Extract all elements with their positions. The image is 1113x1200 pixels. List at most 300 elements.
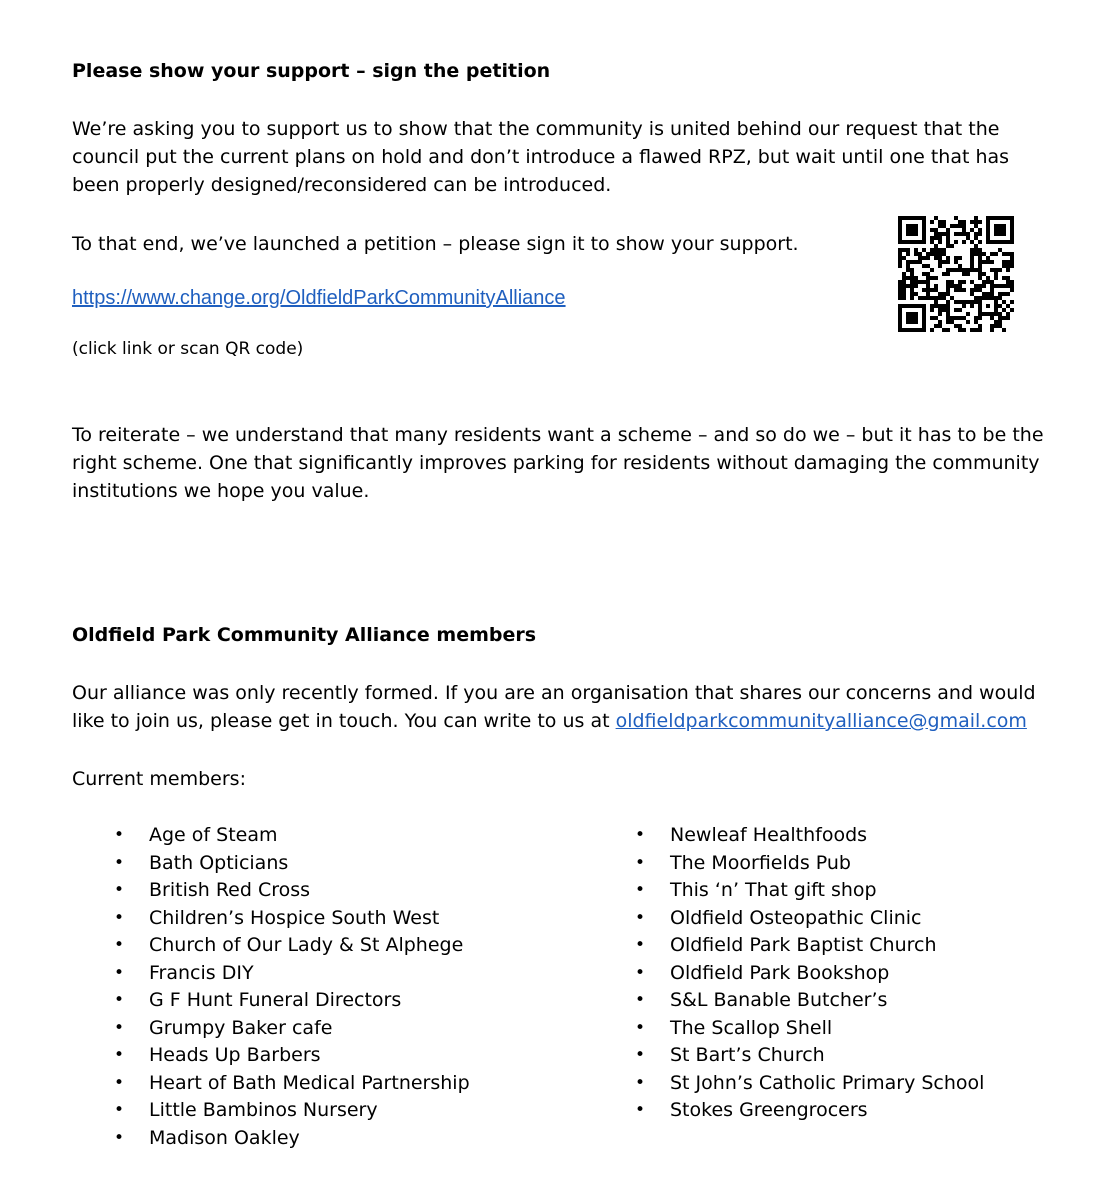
qr-module (946, 284, 950, 288)
qr-module (914, 304, 918, 308)
qr-module (942, 224, 946, 228)
qr-module (990, 292, 994, 296)
qr-module (918, 260, 922, 264)
qr-module (946, 320, 950, 324)
support-paragraph-3: To reiterate – we understand that many residents want a scheme – and so do we – but it has to be the right scheme. One that significantly improves parking for residents without damaging the community institutions we hope you value. (72, 424, 1044, 502)
qr-module (998, 292, 1002, 296)
bullet-icon: • (114, 880, 125, 900)
qr-code-icon[interactable] (898, 216, 1014, 332)
qr-module (922, 220, 926, 224)
qr-module (954, 224, 958, 228)
qr-module (934, 276, 938, 280)
qr-module (1006, 316, 1010, 320)
member-item (593, 1015, 1073, 1043)
qr-module (1006, 264, 1010, 268)
qr-module (946, 236, 950, 240)
qr-module (962, 288, 966, 292)
qr-module (982, 284, 986, 288)
qr-module (998, 224, 1002, 228)
member-item (72, 987, 552, 1015)
qr-module (958, 316, 962, 320)
qr-module (942, 220, 946, 224)
support-heading: Please show your support – sign the petition (72, 60, 551, 82)
qr-module (1010, 224, 1014, 228)
qr-module (906, 312, 910, 316)
qr-module (902, 276, 906, 280)
qr-module (906, 320, 910, 324)
qr-module (1010, 300, 1014, 304)
bullet-icon: • (635, 880, 646, 900)
qr-module (946, 316, 950, 320)
qr-module (1002, 232, 1006, 236)
qr-module (970, 248, 974, 252)
qr-module (910, 276, 914, 280)
qr-module (998, 324, 1002, 328)
bullet-icon: • (635, 1017, 646, 1038)
members-label: Current members: (72, 768, 246, 790)
qr-module (1002, 252, 1006, 256)
qr-module (978, 264, 982, 268)
member-item (72, 960, 552, 988)
qr-module (922, 240, 926, 244)
petition-link[interactable]: https://www.change.org/OldfieldParkCommunityAlliance (72, 287, 566, 309)
qr-module (970, 288, 974, 292)
members-list-right (593, 822, 1073, 1125)
qr-module (990, 216, 994, 220)
qr-module (994, 216, 998, 220)
qr-module (978, 252, 982, 256)
qr-module (962, 272, 966, 276)
qr-module (982, 280, 986, 284)
qr-module (954, 216, 958, 220)
qr-module (910, 272, 914, 276)
qr-module (1002, 284, 1006, 288)
member-item (72, 850, 552, 878)
qr-module (938, 220, 942, 224)
qr-module (922, 296, 926, 300)
qr-module (914, 232, 918, 236)
member-item (72, 932, 552, 960)
qr-module (930, 308, 934, 312)
qr-module (930, 236, 934, 240)
qr-module (986, 304, 990, 308)
qr-module (898, 240, 902, 244)
qr-module (946, 304, 950, 308)
qr-module (1010, 260, 1014, 264)
qr-module (898, 248, 902, 252)
qr-module (1006, 252, 1010, 256)
qr-module (966, 268, 970, 272)
qr-module (922, 224, 926, 228)
qr-module (926, 292, 930, 296)
qr-module (958, 268, 962, 272)
qr-module (942, 248, 946, 252)
qr-module (978, 312, 982, 316)
qr-module (986, 292, 990, 296)
member-name: Church of Our Lady & St Alphege (149, 934, 464, 956)
qr-module (954, 232, 958, 236)
qr-module (898, 292, 902, 296)
qr-module (950, 224, 954, 228)
qr-module (1002, 292, 1006, 296)
qr-module (954, 316, 958, 320)
qr-module (898, 308, 902, 312)
qr-module (902, 292, 906, 296)
qr-module (902, 284, 906, 288)
qr-module (926, 256, 930, 260)
bullet-icon: • (635, 1072, 646, 1093)
qr-module (914, 228, 918, 232)
qr-module (942, 232, 946, 236)
qr-module (954, 240, 958, 244)
qr-module (982, 272, 986, 276)
qr-module (914, 252, 918, 256)
qr-module (994, 228, 998, 232)
qr-module (998, 228, 1002, 232)
qr-module (990, 328, 994, 332)
alliance-email-link[interactable]: oldfieldparkcommunityalliance@gmail.com (615, 710, 1027, 732)
qr-module (910, 280, 914, 284)
qr-module (898, 296, 902, 300)
member-name: Little Bambinos Nursery (149, 1099, 378, 1121)
qr-module (998, 284, 1002, 288)
qr-module (998, 296, 1002, 300)
alliance-intro (72, 679, 1072, 735)
member-item (72, 1015, 552, 1043)
qr-module (946, 244, 950, 248)
qr-module (898, 328, 902, 332)
qr-module (974, 244, 978, 248)
qr-module (938, 324, 942, 328)
qr-module (950, 244, 954, 248)
qr-module (910, 260, 914, 264)
qr-module (974, 320, 978, 324)
qr-module (962, 268, 966, 272)
qr-module (910, 288, 914, 292)
qr-module (978, 284, 982, 288)
qr-module (934, 248, 938, 252)
member-item (593, 905, 1073, 933)
qr-module (962, 316, 966, 320)
qr-module (942, 296, 946, 300)
qr-module (938, 320, 942, 324)
qr-module (898, 228, 902, 232)
qr-module (946, 308, 950, 312)
qr-module (986, 232, 990, 236)
qr-module (954, 288, 958, 292)
qr-module (994, 240, 998, 244)
qr-module (974, 236, 978, 240)
qr-module (906, 248, 910, 252)
qr-module (926, 284, 930, 288)
qr-module (942, 308, 946, 312)
qr-module (906, 260, 910, 264)
qr-module (1002, 260, 1006, 264)
member-name: Newleaf Healthfoods (670, 824, 868, 846)
qr-module (970, 304, 974, 308)
qr-module (934, 304, 938, 308)
qr-module (930, 316, 934, 320)
bullet-icon: • (114, 1100, 125, 1120)
qr-module (914, 216, 918, 220)
qr-module (938, 296, 942, 300)
qr-module (946, 312, 950, 316)
qr-module (962, 240, 966, 244)
qr-module (918, 256, 922, 260)
qr-module (922, 324, 926, 328)
qr-module (982, 296, 986, 300)
qr-module (898, 312, 902, 316)
qr-module (994, 296, 998, 300)
member-item (72, 1070, 552, 1098)
qr-module (974, 224, 978, 228)
qr-module (950, 320, 954, 324)
qr-module (926, 296, 930, 300)
qr-module (978, 308, 982, 312)
qr-module (946, 328, 950, 332)
qr-module (1006, 260, 1010, 264)
qr-module (950, 316, 954, 320)
member-name: Heart of Bath Medical Partnership (149, 1071, 470, 1094)
qr-module (1010, 284, 1014, 288)
bullet-icon: • (635, 1045, 646, 1065)
qr-module (926, 252, 930, 256)
member-name: Stokes Greengrocers (670, 1099, 868, 1121)
qr-module (954, 324, 958, 328)
qr-module (1002, 264, 1006, 268)
qr-module (922, 320, 926, 324)
qr-module (942, 260, 946, 264)
qr-module (958, 284, 962, 288)
qr-module (934, 324, 938, 328)
qr-module (914, 240, 918, 244)
qr-module (1010, 256, 1014, 260)
qr-module (958, 220, 962, 224)
member-item (72, 822, 552, 850)
qr-module (958, 300, 962, 304)
qr-module (946, 228, 950, 232)
qr-module (970, 328, 974, 332)
qr-module (938, 252, 942, 256)
qr-module (934, 228, 938, 232)
qr-module (1002, 308, 1006, 312)
qr-module (906, 252, 910, 256)
qr-module (978, 304, 982, 308)
qr-module (994, 276, 998, 280)
qr-module (1010, 220, 1014, 224)
qr-module (914, 224, 918, 228)
qr-module (950, 268, 954, 272)
qr-module (950, 284, 954, 288)
qr-module (1010, 280, 1014, 284)
qr-module (974, 316, 978, 320)
qr-module (918, 252, 922, 256)
qr-module (934, 296, 938, 300)
qr-module (990, 260, 994, 264)
qr-module (910, 316, 914, 320)
qr-module (966, 236, 970, 240)
qr-module (938, 248, 942, 252)
qr-module (1010, 228, 1014, 232)
qr-module (954, 308, 958, 312)
qr-module (930, 276, 934, 280)
qr-module (978, 232, 982, 236)
member-name: The Moorfields Pub (670, 851, 851, 874)
qr-module (910, 296, 914, 300)
qr-module (990, 288, 994, 292)
qr-module (974, 248, 978, 252)
qr-module (922, 232, 926, 236)
qr-module (986, 224, 990, 228)
member-name: Madison Oakley (149, 1126, 300, 1149)
qr-module (1010, 216, 1014, 220)
member-name: St John’s Catholic Primary School (670, 1071, 985, 1094)
qr-module (990, 252, 994, 256)
qr-module (902, 304, 906, 308)
qr-module (922, 248, 926, 252)
qr-module (942, 304, 946, 308)
bullet-icon: • (114, 1072, 125, 1093)
qr-module (906, 276, 910, 280)
member-name: St Bart’s Church (670, 1044, 825, 1066)
qr-module (906, 268, 910, 272)
qr-module (978, 228, 982, 232)
qr-module (914, 312, 918, 316)
member-item (593, 1042, 1073, 1070)
member-item (593, 822, 1073, 850)
qr-module (898, 304, 902, 308)
qr-module (966, 320, 970, 324)
qr-module (954, 268, 958, 272)
qr-module (902, 328, 906, 332)
qr-module (918, 328, 922, 332)
alliance-intro-text: Our alliance was only recently formed. If you are an organisation that shares our concerns and would like to join us, please get in touch. You can write to us at (72, 682, 1036, 732)
bullet-icon: • (635, 962, 646, 983)
qr-module (986, 216, 990, 220)
qr-module (958, 280, 962, 284)
qr-module (902, 256, 906, 260)
qr-module (926, 272, 930, 276)
qr-module (934, 236, 938, 240)
qr-module (1006, 304, 1010, 308)
qr-module (962, 224, 966, 228)
qr-module (930, 220, 934, 224)
qr-module (906, 304, 910, 308)
qr-module (922, 308, 926, 312)
qr-module (1010, 252, 1014, 256)
qr-module (962, 280, 966, 284)
qr-module (1010, 232, 1014, 236)
qr-module (938, 292, 942, 296)
qr-module (966, 312, 970, 316)
qr-module (930, 240, 934, 244)
bullet-icon: • (114, 962, 125, 983)
qr-module (994, 308, 998, 312)
qr-module (994, 272, 998, 276)
qr-module (914, 292, 918, 296)
qr-module (934, 252, 938, 256)
qr-module (978, 288, 982, 292)
member-item (593, 960, 1073, 988)
support-paragraph-1: We’re asking you to support us to show that the community is united behind our request that the council put the current plans on hold and don’t introduce a flawed RPZ, but wait until one that has been properly designed/reconsidered can be introduced. (72, 118, 1010, 196)
qr-module (898, 320, 902, 324)
qr-module (902, 216, 906, 220)
qr-module (922, 264, 926, 268)
member-item (72, 905, 552, 933)
qr-module (982, 312, 986, 316)
qr-module (982, 252, 986, 256)
qr-module (1006, 312, 1010, 316)
qr-module (1006, 216, 1010, 220)
qr-module (930, 268, 934, 272)
qr-module (914, 328, 918, 332)
qr-module (986, 280, 990, 284)
member-name: British Red Cross (149, 879, 311, 901)
qr-module (990, 316, 994, 320)
qr-module (898, 232, 902, 236)
qr-module (1006, 240, 1010, 244)
member-item (593, 877, 1073, 905)
qr-module (958, 308, 962, 312)
qr-module (902, 296, 906, 300)
qr-module (946, 232, 950, 236)
qr-module (970, 252, 974, 256)
qr-module (898, 224, 902, 228)
bullet-icon: • (114, 907, 125, 928)
qr-module (990, 268, 994, 272)
qr-module (902, 288, 906, 292)
qr-module (914, 248, 918, 252)
qr-module (954, 300, 958, 304)
qr-module (982, 260, 986, 264)
qr-module (922, 304, 926, 308)
qr-module (918, 240, 922, 244)
qr-module (898, 284, 902, 288)
qr-module (994, 300, 998, 304)
qr-module (966, 272, 970, 276)
qr-module (962, 228, 966, 232)
qr-module (978, 324, 982, 328)
qr-module (942, 272, 946, 276)
qr-module (974, 220, 978, 224)
qr-module (910, 284, 914, 288)
qr-module (934, 232, 938, 236)
qr-module (946, 260, 950, 264)
qr-module (926, 280, 930, 284)
qr-module (974, 252, 978, 256)
qr-module (902, 248, 906, 252)
qr-module (938, 260, 942, 264)
qr-module (970, 264, 974, 268)
qr-module (1002, 316, 1006, 320)
qr-module (958, 256, 962, 260)
qr-module (978, 328, 982, 332)
qr-module (902, 280, 906, 284)
qr-module (998, 320, 1002, 324)
bullet-icon: • (635, 935, 646, 955)
qr-module (954, 260, 958, 264)
qr-module (938, 256, 942, 260)
bullet-icon: • (635, 1100, 646, 1120)
qr-module (998, 316, 1002, 320)
member-name: Age of Steam (149, 824, 278, 846)
qr-module (998, 248, 1002, 252)
qr-module (958, 328, 962, 332)
qr-module (954, 256, 958, 260)
qr-module (986, 236, 990, 240)
qr-module (938, 224, 942, 228)
qr-module (914, 260, 918, 264)
